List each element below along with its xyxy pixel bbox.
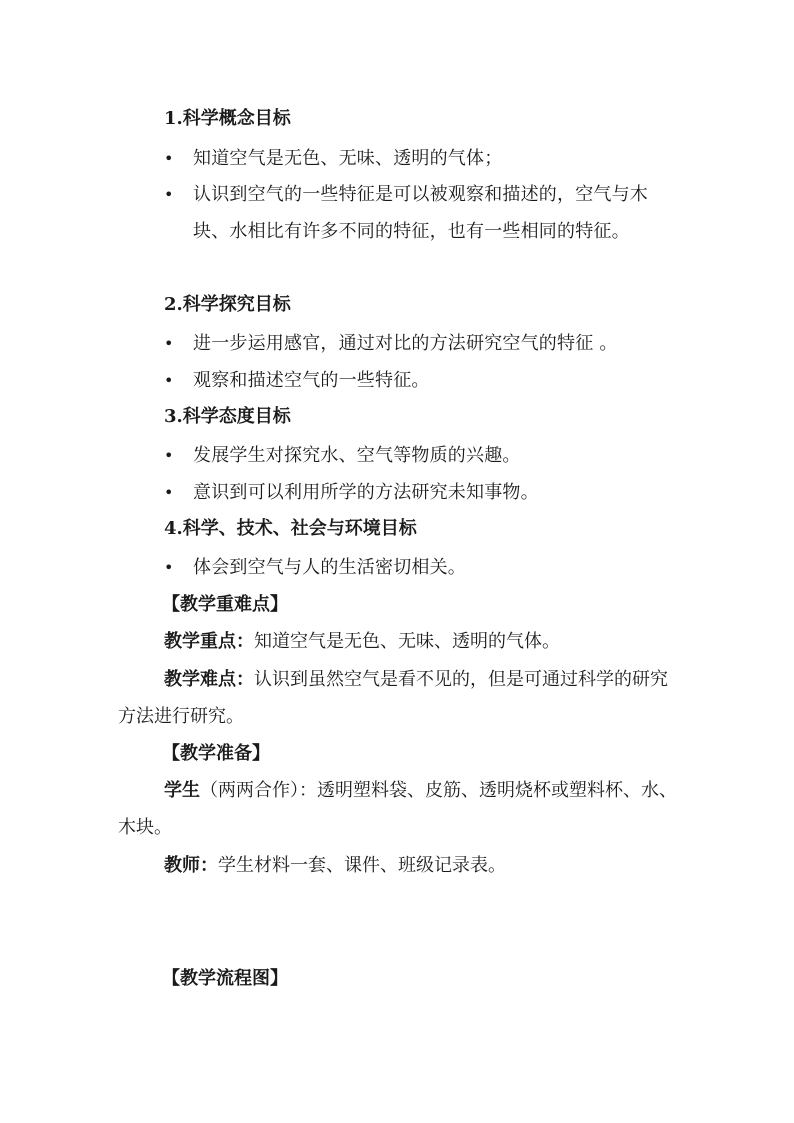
student-label: 学生 [164,780,200,801]
teacher-text: 学生材料一套、课件、班级记录表。 [218,855,506,876]
list-item-text: 进一步运用感官，通过对比的方法研究空气的特征 。 [193,333,618,354]
heading-inquiry-goals: 2.科学探究目标 [164,294,291,315]
paragraph-difficulty [118,661,678,735]
heading-sts-goals: 4.科学、技术、社会与环境目标 [164,518,417,539]
list-item [164,140,684,177]
list-item-text: 知道空气是无色、无味、透明的气体； [193,148,503,169]
section-title-preparation: 【教学准备】 [162,743,270,764]
focus-text: 知道空气是无色、无味、透明的气体。 [254,631,560,652]
bullet-icon: • [164,446,174,465]
list-item-text: 发展学生对探究水、空气等物质的兴趣。 [193,445,521,466]
bullet-icon: • [164,334,174,353]
focus-label: 教学重点： [164,631,254,652]
teacher-label: 教师： [164,855,218,876]
list-item [164,176,684,250]
heading-attitude-goals: 3.科学态度目标 [164,406,291,427]
list-item [164,549,684,586]
bullet-icon: • [164,185,174,204]
list-item [164,437,684,474]
paragraph-teacher-materials [118,847,678,884]
paragraph-student-materials [118,772,678,846]
list-item-text: 观察和描述空气的一些特征。 [193,370,430,391]
list-item [164,325,684,362]
list-item [164,362,684,399]
bullet-icon: • [164,483,174,502]
difficulty-label: 教学难点： [164,669,254,690]
bullet-icon: • [164,149,174,168]
section-title-key-points: 【教学重难点】 [162,594,288,615]
difficulty-text: 认识到虽然空气是看不见的，但是可通过科学的研究方法进行研究。 [118,669,668,727]
list-item-text: 认识到空气的一些特征是可以被观察和描述的，空气与木块、水相比有许多不同的特征，也有一些相同的特征。 [193,184,648,242]
paragraph-focus [118,623,678,660]
bullet-icon: • [164,371,174,390]
list-item [164,474,684,511]
heading-concept-goals: 1.科学概念目标 [164,108,291,129]
section-title-flowchart: 【教学流程图】 [162,968,288,989]
bullet-icon: • [164,558,174,577]
list-item-text: 意识到可以利用所学的方法研究未知事物。 [193,482,539,503]
list-item-text: 体会到空气与人的生活密切相关。 [193,557,466,578]
student-text: （两两合作）：透明塑料袋、皮筋、透明烧杯或塑料杯、水、木块。 [118,780,677,838]
